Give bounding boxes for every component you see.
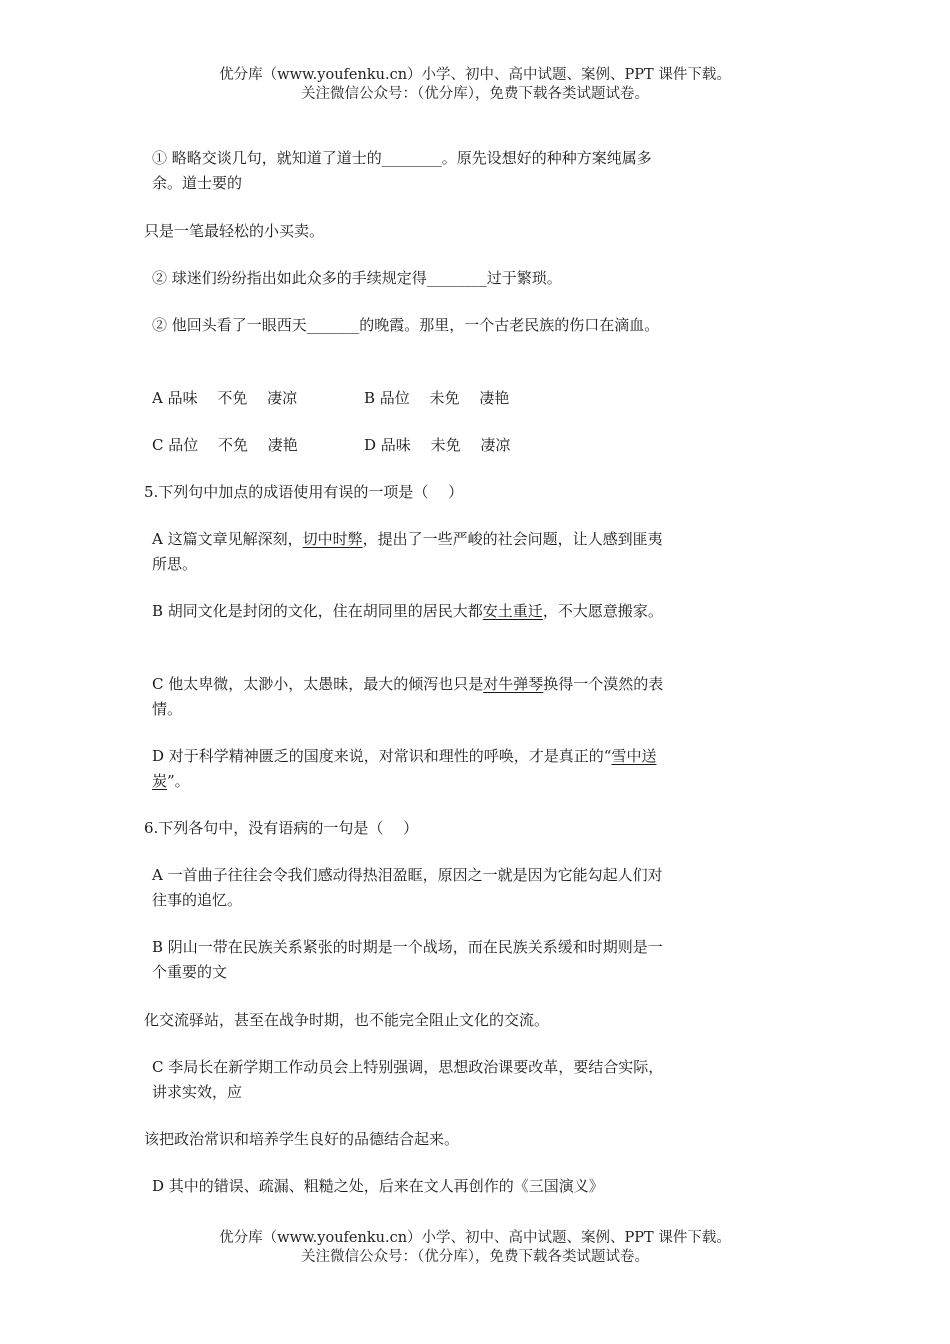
footer-line-2: 关注微信公众号：（优分库），免费下载各类试题试卷。	[301, 1249, 649, 1265]
q5-c-post: 换得一个漠然的表情。	[152, 675, 664, 718]
q4-option-b: B 品位 未免 凄艳	[364, 389, 510, 407]
q6-option-c: C 李局长在新学期工作动员会上特别强调，思想政治课要改革，要结合实际，讲求实效，应	[152, 1058, 664, 1101]
q5-a-post: ，提出了一些严峻的社会问题，让人感到匪夷所思。	[152, 530, 663, 573]
q6-stem: 6.下列各句中，没有语病的一句是（ ）	[144, 819, 419, 837]
q6-option-b: B 阴山一带在民族关系紧张的时期是一个战场，而在民族关系缓和时期则是一个重要的文	[152, 938, 663, 981]
q4-option-c: C 品位 不免 凄艳	[152, 436, 298, 454]
q5-option-d	[144, 744, 672, 794]
q6-option-b-cont: 化交流驿站，甚至在战争时期，也不能完全阻止文化的交流。	[144, 1011, 550, 1029]
q4-item-2: ② 球迷们纷纷指出如此众多的手续规定得________过于繁琐。	[152, 269, 562, 287]
q4-item-1-cont: 只是一笔最轻松的小买卖。	[144, 222, 325, 240]
q6-option-d: D 其中的错误、疏漏、粗糙之处，后来在文人再创作的《三国演义》	[152, 1177, 604, 1195]
q5-a-idiom: 切中时弊	[302, 530, 363, 548]
q5-d-pre: D 对于科学精神匮乏的国度来说，对常识和理性的呼唤，才是真正的“	[152, 747, 612, 765]
page-header	[0, 66, 950, 104]
q5-option-c	[144, 672, 672, 722]
q5-d-idiom: 雪中送炭	[152, 747, 657, 790]
q4-item-3: ② 他回头看了一眼西天_______的晚霞。那里，一个古老民族的伤口在滴血。	[152, 316, 660, 334]
q5-c-pre: C 他太卑微，太渺小，太愚昧，最大的倾泻也只是	[152, 675, 484, 693]
q4-option-d: D 品味 未免 凄凉	[364, 436, 511, 454]
q4-option-a: A 品味 不免 凄凉	[152, 389, 298, 407]
q5-b-idiom: 安土重迁	[482, 602, 543, 620]
q5-b-post: ，不大愿意搬家。	[542, 602, 663, 620]
q5-option-a	[144, 527, 672, 577]
q5-a-pre: A 这篇文章见解深刻，	[152, 530, 303, 548]
q6-option-c-cont: 该把政治常识和培养学生良好的品德结合起来。	[144, 1130, 460, 1148]
footer-line-1: 优分库（www.youfenku.cn）小学、初中、高中试题、案例、PPT 课件下载。	[219, 1230, 731, 1246]
page-footer	[0, 1229, 950, 1267]
q5-stem: 5.下列句中加点的成语使用有误的一项是（ ）	[144, 483, 464, 501]
q5-d-post: ”。	[167, 772, 190, 790]
q6-option-a: A 一首曲子往往会令我们感动得热泪盈眶，原因之一就是因为它能勾起人们对往事的追忆。	[152, 866, 663, 909]
q5-b-pre: B 胡同文化是封闭的文化，住在胡同里的居民大都	[152, 602, 483, 620]
q4-item-1: ① 略略交谈几句，就知道了道士的________。原先设想好的种种方案纯属多余。道士要的	[152, 149, 652, 192]
q5-c-idiom: 对牛弹琴	[483, 675, 544, 693]
header-line-1: 优分库（www.youfenku.cn）小学、初中、高中试题、案例、PPT 课件下载。	[219, 67, 731, 83]
q5-option-b	[144, 599, 672, 624]
header-line-2: 关注微信公众号：（优分库），免费下载各类试题试卷。	[301, 86, 649, 102]
